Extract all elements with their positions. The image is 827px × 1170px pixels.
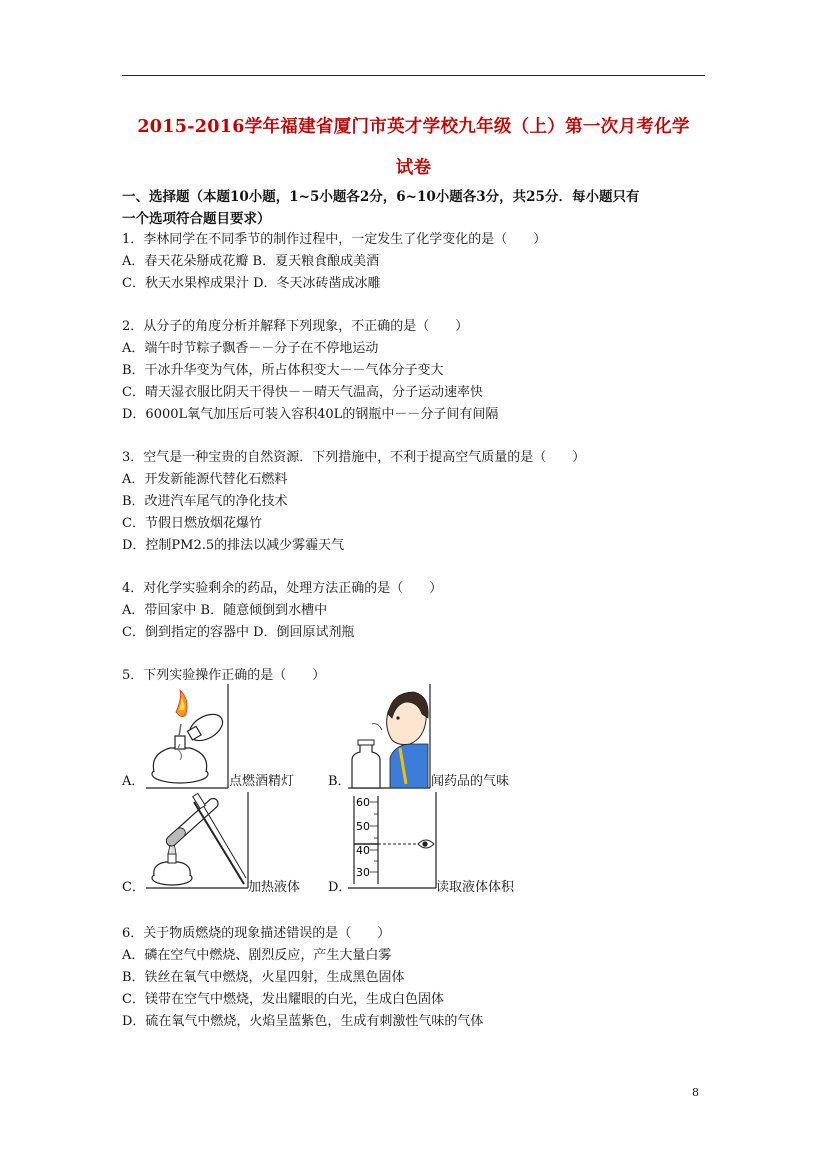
section-heading-line1: 一、选择题（本题10小题，1~5小题各2分，6~10小题各3分，共25分．每小题只有 xyxy=(122,189,640,205)
cylinder-tick-50: 50 xyxy=(356,820,370,833)
page-title-line1: 2015-2016学年福建省厦门市英才学校九年级（上）第一次月考化学 xyxy=(137,117,690,137)
cylinder-tick-30: 30 xyxy=(356,866,370,879)
q3-option-a: A．开发新能源代替化石燃料 xyxy=(122,472,288,487)
q3-option-c: C．节假日燃放烟花爆竹 xyxy=(122,516,262,531)
cylinder-tick-60: 60 xyxy=(356,796,370,809)
q5-stem: 5．下列实验操作正确的是（ ） xyxy=(122,668,326,683)
q6-option-c: C．镁带在空气中燃烧，发出耀眼的白光，生成白色固体 xyxy=(122,992,444,1007)
q1-options-ab: A．春天花朵掰成花瓣 B．夏天粮食酿成美酒 xyxy=(122,254,380,269)
q3-option-d: D．控制PM2.5的排法以减少雾霾天气 xyxy=(122,538,345,553)
header-rule xyxy=(122,75,705,76)
section-heading-line2: 一个选项符合题目要求） xyxy=(122,211,271,227)
alcohol-lamp-lighting-figure xyxy=(146,684,230,790)
smelling-chemical-figure xyxy=(348,684,432,790)
q6-option-b: B．铁丝在氧气中燃烧，火星四射，生成黑色固体 xyxy=(122,970,405,985)
q4-options-ab: A．带回家中 B．随意倾倒到水槽中 xyxy=(122,603,328,618)
q5-option-b-caption: 闻药品的气味 xyxy=(431,774,510,789)
q3-option-b: B．改进汽车尾气的净化技术 xyxy=(122,494,288,509)
q5-option-d-letter: D． xyxy=(328,880,352,895)
q6-stem: 6．关于物质燃烧的现象描述错误的是（ ） xyxy=(122,926,391,941)
q6-option-d: D．硫在氧气中燃烧，火焰呈蓝紫色，生成有刺激性气味的气体 xyxy=(122,1014,484,1029)
q6-option-a: A．磷在空气中燃烧、剧烈反应，产生大量白雾 xyxy=(122,948,392,963)
q2-stem: 2．从分子的角度分析并解释下列现象，不正确的是（ ） xyxy=(122,319,469,334)
graduated-cylinder-figure xyxy=(348,792,438,890)
q2-option-a: A．端午时节粽子飘香－－分子在不停地运动 xyxy=(122,341,379,356)
q2-option-d: D．6000L氧气加压后可装入容积40L的钢瓶中－－分子间有间隔 xyxy=(122,407,499,422)
q1-stem: 1．李林同学在不同季节的制作过程中，一定发生了化学变化的是（ ） xyxy=(122,232,547,247)
q5-option-c-letter: C． xyxy=(122,880,145,895)
page-title-line2: 试卷 xyxy=(395,158,432,178)
q3-stem: 3．空气是一种宝贵的自然资源．下列措施中，不利于提高空气质量的是（ ） xyxy=(122,450,586,465)
q5-option-a-letter: A． xyxy=(122,774,145,789)
cylinder-tick-40: 40 xyxy=(356,844,370,857)
q4-stem: 4．对化学实验剩余的药品，处理方法正确的是（ ） xyxy=(122,581,443,596)
page-number: 8 xyxy=(692,1086,699,1099)
heating-liquid-figure xyxy=(146,792,250,890)
q5-option-a-caption: 点燃酒精灯 xyxy=(229,774,295,789)
q1-options-cd: C．秋天水果榨成果汁 D．冬天冰砖凿成冰雕 xyxy=(122,276,381,291)
q5-option-c-caption: 加热液体 xyxy=(248,880,301,895)
q5-option-d-caption: 读取液体体积 xyxy=(436,880,515,895)
q2-option-b: B．干冰升华变为气体，所占体积变大－－气体分子变大 xyxy=(122,363,444,378)
q2-option-c: C．晴天湿衣服比阴天干得快－－晴天气温高，分子运动速率快 xyxy=(122,385,483,400)
q5-option-b-letter: B． xyxy=(328,774,351,789)
q4-options-cd: C．倒到指定的容器中 D．倒回原试剂瓶 xyxy=(122,625,355,640)
